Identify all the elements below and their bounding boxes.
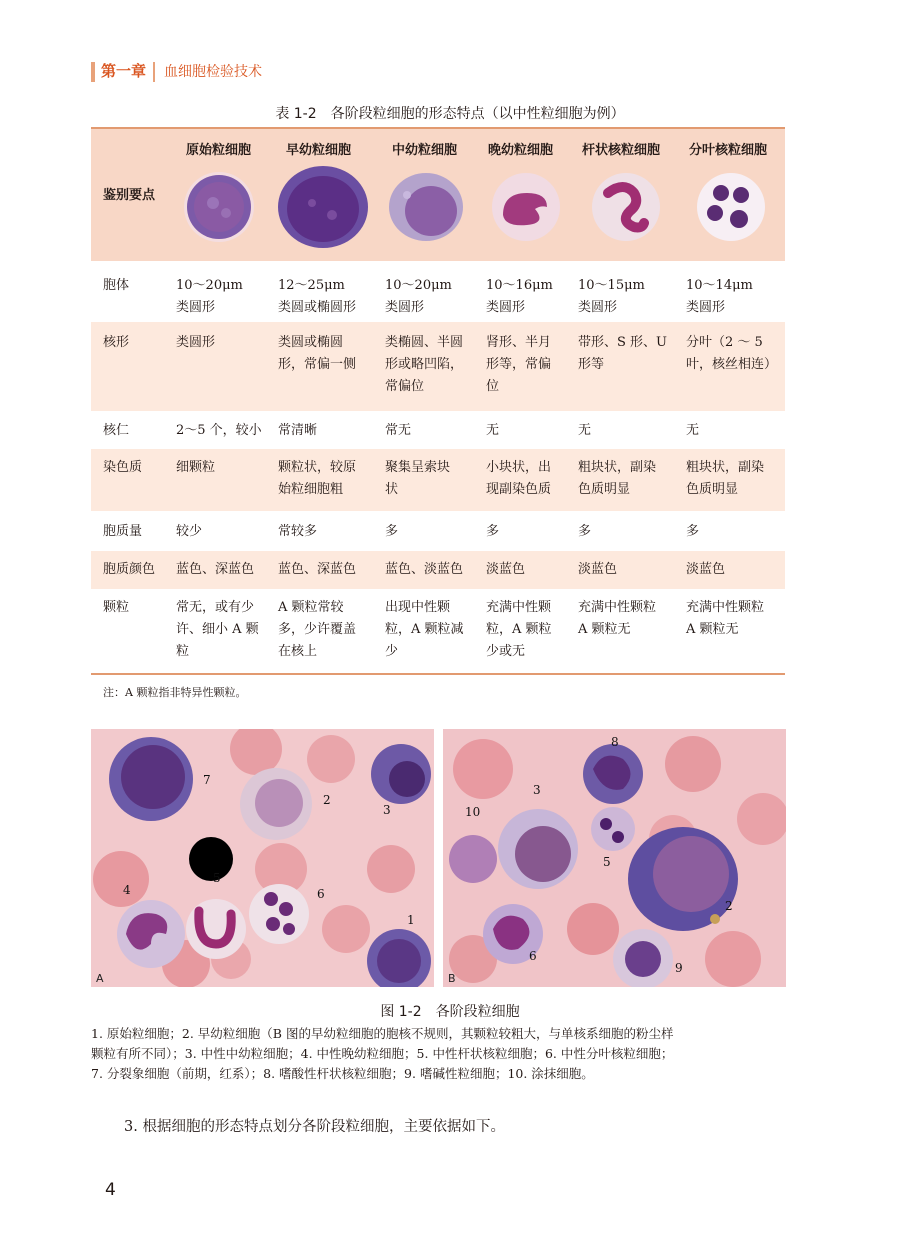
panel-label-b: B [448, 972, 456, 985]
table-cell: 粗块状，副染 色质明显 [686, 460, 765, 497]
cell-marker: 9 [675, 961, 683, 975]
table-cell: 细颗粒 [176, 460, 216, 475]
cell-marker: 1 [407, 913, 415, 927]
column-header: 晚幼粒细胞 [488, 143, 554, 158]
table-cell: 分叶（2 ～ 5 叶，核丝相连） [686, 335, 778, 372]
cell-marker: 10 [465, 805, 481, 819]
cell-marker: 6 [529, 949, 537, 963]
table-cell: 10～16μm 类圆形 [486, 278, 553, 315]
table-note: 注：A 颗粒指非特异性颗粒。 [103, 686, 247, 699]
legend-line: 7. 分裂象细胞（前期，红系）；8. 嗜酸性杆状核粒细胞；9. 嗜碱性粒细胞；10. 涂抹细胞。 [91, 1066, 594, 1081]
table-cell: 带形、S 形、U 形等 [578, 335, 667, 372]
table-cell: 充满中性颗粒 A 颗粒无 [578, 600, 657, 637]
table-header-row [91, 129, 785, 261]
panel-label-a: A [96, 972, 104, 985]
column-header: 早幼粒细胞 [286, 143, 352, 158]
myelocyte-image [387, 171, 465, 243]
table-cell: 多 [686, 524, 700, 539]
legend-line: 1. 原始粒细胞；2. 早幼粒细胞（B 图的早幼粒细胞的胞核不规则，其颗粒较粗大，与单核系细胞的粉尘样 [91, 1026, 674, 1041]
table-cell: 10～14μm 类圆形 [686, 278, 753, 315]
myeloblast-image [183, 171, 255, 243]
table-cell: 2～5 个，较小 [176, 423, 262, 438]
cell-marker: 6 [317, 887, 325, 901]
figure-caption: 图 1-2 各阶段粒细胞 [380, 1004, 520, 1020]
table-cell: 类圆或椭圆 形，常偏一侧 [278, 335, 357, 372]
cell-marker: 4 [123, 883, 131, 897]
cell-marker: 5 [603, 855, 611, 869]
table-cell: 粗块状，副染 色质明显 [578, 460, 657, 497]
table-cell: 多 [578, 524, 592, 539]
column-header: 中幼粒细胞 [392, 143, 458, 158]
table-row-chromatin [91, 449, 785, 511]
column-header: 杆状核粒细胞 [582, 143, 661, 158]
cell-marker: 7 [203, 773, 211, 787]
table-cell: 多 [385, 524, 399, 539]
chapter-label: 第一章 [101, 62, 147, 80]
table-row-cytoplasm-amount [91, 511, 785, 551]
legend-line: 颗粒有所不同）；3. 中性中幼粒细胞；4. 中性晚幼粒细胞；5. 中性杆状核粒细胞；6. 中性分叶核粒细胞； [91, 1046, 674, 1061]
table-cell: 常无，或有少 许、细小 A 颗 粒 [176, 600, 259, 659]
blood-smear-image-a [91, 729, 434, 987]
row-label: 核仁 [103, 423, 130, 438]
cell-marker: 2 [725, 899, 733, 913]
table-cell: 蓝色、深蓝色 [278, 562, 357, 577]
column-header: 分叶核粒细胞 [689, 143, 768, 158]
table-cell: 肾形、半月 形等，常偏 位 [486, 335, 552, 394]
table-cell: 无 [486, 423, 500, 438]
table-cell: 常清晰 [278, 423, 318, 438]
table-cell: 淡蓝色 [686, 562, 726, 577]
row-label: 胞质量 [103, 524, 143, 539]
header-accent-bar [91, 62, 95, 82]
table-cell: 淡蓝色 [486, 562, 526, 577]
table-cell: 充满中性颗 粒，A 颗粒 少或无 [486, 600, 552, 659]
figure-panel-a [91, 729, 434, 987]
cell-marker: 3 [383, 803, 391, 817]
cell-marker: 2 [323, 793, 331, 807]
figure-panel-b [443, 729, 786, 987]
table-cell: 10～20μm 类圆形 [176, 278, 243, 315]
table-row-nucleolus [91, 411, 785, 449]
table-cell: 12～25μm 类圆或椭圆形 [278, 278, 357, 315]
table-cell: 常无 [385, 423, 412, 438]
figure-legend [91, 1024, 785, 1084]
cell-marker: 5 [213, 871, 221, 885]
table-cell: 蓝色、淡蓝色 [385, 562, 464, 577]
table-cell: A 颗粒常较 多，少许覆盖 在核上 [278, 600, 357, 659]
table-cell: 类椭圆、半圆 形或略凹陷， 常偏位 [385, 335, 464, 394]
table-row-cytoplasm-color [91, 551, 785, 589]
table-cell: 蓝色、深蓝色 [176, 562, 255, 577]
table-cell: 小块状，出 现副染色质 [486, 460, 552, 497]
promyelocyte-image [277, 165, 369, 249]
table-cell: 聚集呈索块 状 [385, 460, 451, 497]
table-row-cell-body [91, 261, 785, 322]
corner-label: 鉴别要点 [103, 188, 156, 203]
table-caption: 表 1-2 各阶段粒细胞的形态特点（以中性粒细胞为例） [275, 106, 625, 122]
table-cell: 无 [578, 423, 592, 438]
cell-marker: 8 [611, 735, 619, 749]
segmented-neutrophil-image [695, 171, 767, 243]
table-row-granules [91, 589, 785, 673]
table-cell: 颗粒状，较原 始粒细胞粗 [278, 460, 357, 497]
row-label: 胞质颜色 [103, 562, 156, 577]
table-cell: 充满中性颗粒 A 颗粒无 [686, 600, 765, 637]
table-cell: 多 [486, 524, 500, 539]
cell-marker: 3 [533, 783, 541, 797]
table-cell: 常较多 [278, 524, 318, 539]
row-label: 染色质 [103, 460, 143, 475]
row-label: 胞体 [103, 278, 130, 293]
band-neutrophil-image [590, 171, 662, 243]
table-cell: 淡蓝色 [578, 562, 618, 577]
column-header: 原始粒细胞 [186, 143, 252, 158]
table-cell: 类圆形 [176, 335, 216, 350]
metamyelocyte-image [489, 171, 563, 243]
body-paragraph: 3. 根据细胞的形态特点划分各阶段粒细胞，主要依据如下。 [124, 1119, 505, 1135]
table-cell: 10～20μm 类圆形 [385, 278, 452, 315]
blood-smear-image-b [443, 729, 786, 987]
row-label: 核形 [103, 335, 130, 350]
table-cell: 10～15μm 类圆形 [578, 278, 645, 315]
row-label: 颗粒 [103, 600, 130, 615]
table-cell: 较少 [176, 524, 203, 539]
header-separator [153, 62, 155, 82]
table-cell: 出现中性颗 粒，A 颗粒减 少 [385, 600, 464, 659]
table-cell: 无 [686, 423, 700, 438]
table-bottom-rule [91, 673, 785, 675]
chapter-title: 血细胞检验技术 [164, 64, 262, 80]
table-row-nucleus-shape [91, 322, 785, 411]
page-number: 4 [105, 1180, 116, 1200]
